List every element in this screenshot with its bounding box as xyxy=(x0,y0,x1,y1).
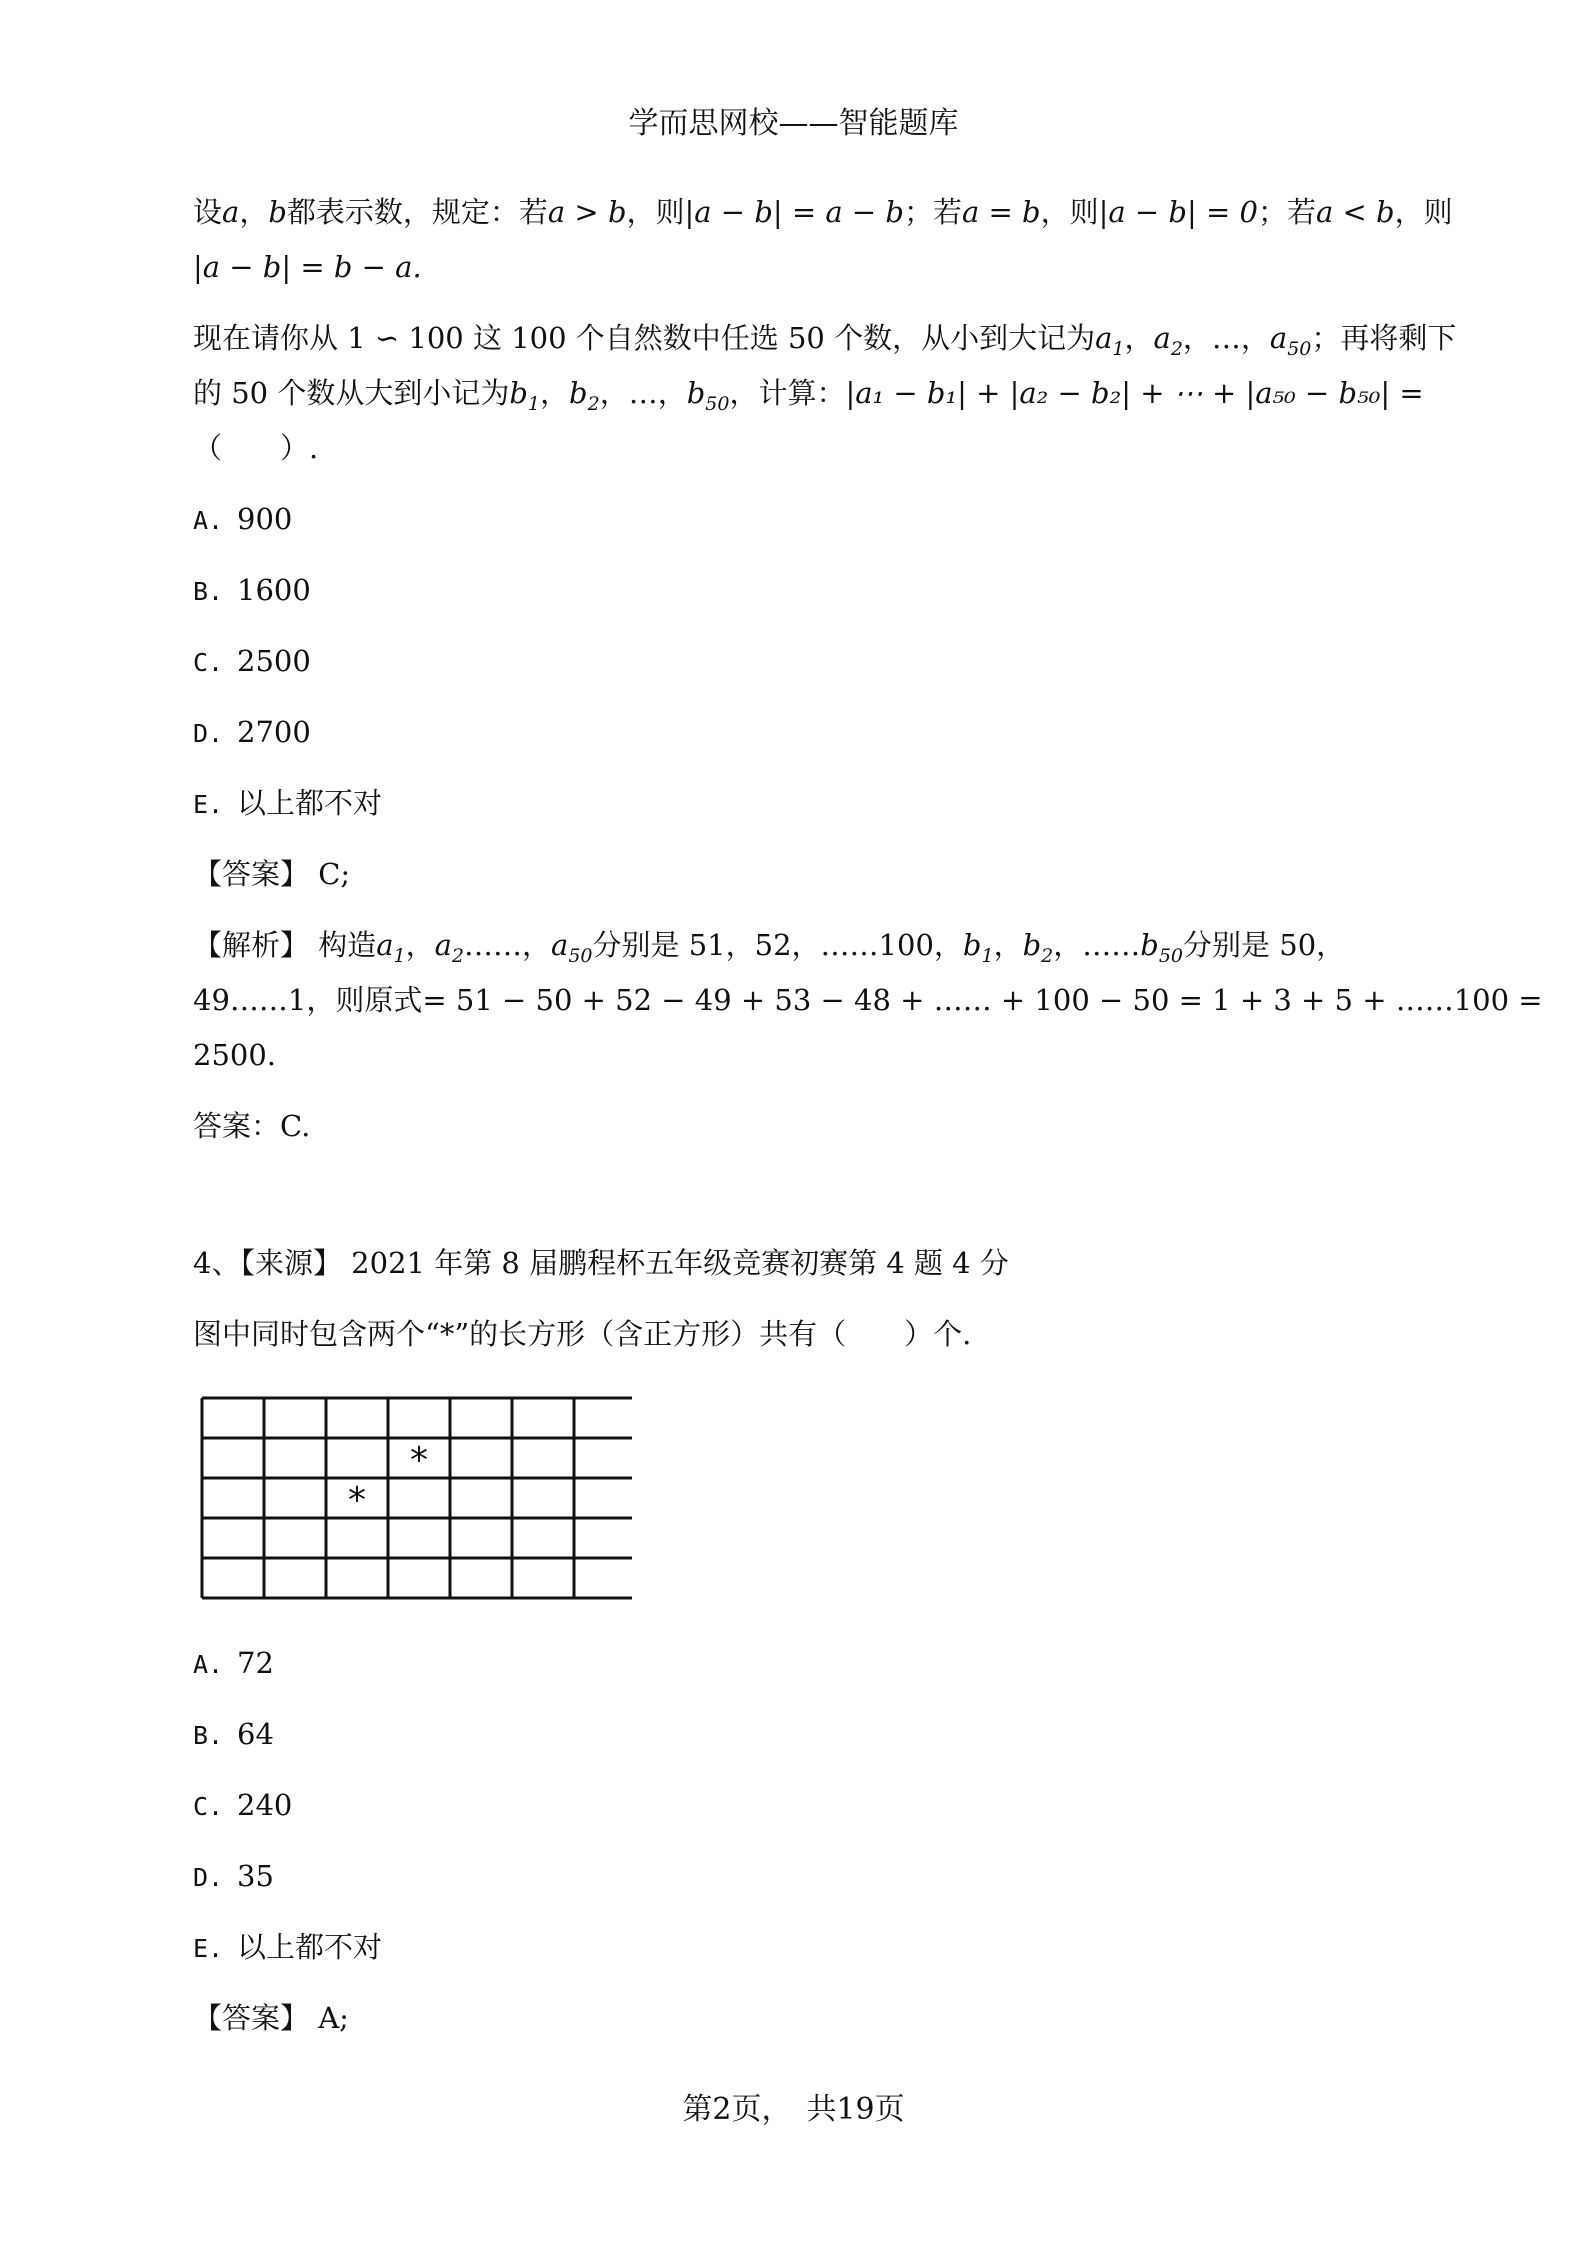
q3-analysis-line3: 2500. xyxy=(193,1038,277,1072)
q3-def-line2-expr: |a − b| = b − a. xyxy=(193,250,422,284)
q3-stem2-text-c: ，…， xyxy=(599,376,687,410)
q3-option-c xyxy=(193,641,311,683)
q4-title: 4、【来源】 2021 年第 8 届鹏程杯五年级竞赛初赛第 4 题 4 分 xyxy=(193,1246,1009,1280)
q3-def-text-g: ；若 xyxy=(1257,195,1316,229)
q3-def-text-e: ；若 xyxy=(904,195,963,229)
q3-def-text-c: 都表示数，规定：若 xyxy=(286,195,548,229)
q4-option-a xyxy=(193,1643,274,1685)
q4-option-c-text: 240 xyxy=(237,1788,293,1822)
q3-option-a-text: 900 xyxy=(237,502,293,536)
q3-analysis-a1: $a_1$ xyxy=(376,928,406,967)
q3-option-b xyxy=(193,570,311,612)
q3-stem-line3: （ ）. xyxy=(193,431,319,465)
q4-option-d-text: 35 xyxy=(237,1859,274,1893)
q3-expr-a-lt-b: a < b xyxy=(1315,195,1395,229)
q3-option-a-letter: A. xyxy=(193,506,224,535)
q3-final-answer: 答案：C. xyxy=(193,1109,311,1143)
q3-stem1-text-a: 现在请你从 1 ∽ 100 这 100 个自然数中任选 50 个数，从小到大记为 xyxy=(193,321,1096,355)
page-footer-number: 第2页， 共19页 xyxy=(682,2092,905,2127)
q3-analysis1-text-a: 【解析】 构造 xyxy=(193,928,377,962)
q4-option-c-letter: C. xyxy=(193,1792,224,1821)
q3-analysis-line2: 49……1，则原式= 51 − 50 + 52 − 49 + 53 − 48 + …… + 100 − 50 = 1 + 3 + 5 + ……100 = xyxy=(193,983,1543,1017)
q3-analysis1-text-d: 分别是 51，52，……100， xyxy=(592,928,963,962)
page-header-title: 学而思网校——智能题库 xyxy=(628,106,959,141)
q3-analysis-a2: $a_2$ xyxy=(434,928,465,967)
q4-option-c xyxy=(193,1785,292,1827)
q3-b1: $b_1$ xyxy=(509,376,541,415)
q4-option-a-text: 72 xyxy=(237,1646,274,1680)
q3-option-b-letter: B. xyxy=(193,577,224,606)
q4-option-b xyxy=(193,1714,274,1756)
q3-option-a xyxy=(193,499,292,541)
q3-b50: $b_{50}$ xyxy=(686,376,730,415)
q3-def-text-h: ，则 xyxy=(1394,195,1453,229)
q4-option-e xyxy=(193,1927,382,1969)
q3-option-e-letter: E. xyxy=(193,790,224,819)
q4-option-d-letter: D. xyxy=(193,1863,224,1892)
q3-analysis1-text-c: ……， xyxy=(464,928,552,962)
grid-star-1: * xyxy=(410,1440,428,1481)
q3-stem2-text-b: ， xyxy=(540,376,570,410)
q3-option-d-text: 2700 xyxy=(237,715,311,749)
q3-expr-a-gt-b: a > b xyxy=(547,195,627,229)
q3-option-c-letter: C. xyxy=(193,648,224,677)
q3-def-text-d: ，则 xyxy=(626,195,685,229)
q3-sum-expression: |a₁ − b₁| + |a₂ − b₂| + ⋯ + |a₅₀ − b₅₀| = xyxy=(845,376,1424,410)
q3-option-e-text: 以上都不对 xyxy=(237,786,383,820)
q4-answer: 【答案】 A; xyxy=(193,2001,349,2035)
q4-option-d xyxy=(193,1856,274,1898)
q3-answer: 【答案】 C; xyxy=(193,857,351,891)
q3-option-d-letter: D. xyxy=(193,719,224,748)
q3-analysis-line1 xyxy=(193,925,1345,976)
q3-stem2-text-a: 的 50 个数从大到小记为 xyxy=(193,376,510,410)
q3-b2: $b_2$ xyxy=(569,376,600,415)
q3-option-c-text: 2500 xyxy=(237,644,311,678)
q3-option-b-text: 1600 xyxy=(237,573,311,607)
q3-definition-line2 xyxy=(193,247,422,287)
q3-a2: $a_2$ xyxy=(1153,321,1183,360)
q3-option-d xyxy=(193,712,311,754)
q3-expr-abs-eq0: |a − b| = 0 xyxy=(1098,195,1258,229)
q3-stem2-text-d: ，计算： xyxy=(729,376,846,410)
q3-var-b: b xyxy=(268,195,287,229)
q3-expr-abs-eq1: |a − b| = a − b xyxy=(684,195,904,229)
q3-a1: $a_1$ xyxy=(1095,321,1125,360)
q3-var-a: a xyxy=(222,195,240,229)
q4-option-a-letter: A. xyxy=(193,1650,224,1679)
q4-option-b-text: 64 xyxy=(237,1717,274,1751)
q3-stem1-text-d: ；再将剩下 xyxy=(1311,321,1457,355)
q3-def-text-b: ， xyxy=(239,195,269,229)
q3-a50: $a_{50}$ xyxy=(1269,321,1312,360)
q3-analysis1-text-e: ， xyxy=(993,928,1023,962)
q3-option-e xyxy=(193,783,382,825)
q3-analysis-b1: $b_1$ xyxy=(962,928,994,967)
q3-analysis-b50: $b_{50}$ xyxy=(1140,928,1184,967)
grid-star-2: * xyxy=(348,1480,366,1521)
q3-stem1-text-c: ，…， xyxy=(1182,321,1270,355)
q3-stem1-text-b: ， xyxy=(1124,321,1154,355)
q3-expr-a-eq-b: a = b xyxy=(962,195,1041,229)
q3-def-text-a: 设 xyxy=(193,195,223,229)
q4-grid-figure xyxy=(200,1396,632,1602)
q4-option-e-letter: E. xyxy=(193,1934,224,1963)
q3-analysis1-text-g: 分别是 50， xyxy=(1183,928,1346,962)
q3-analysis-a50: $a_{50}$ xyxy=(551,928,593,967)
q4-option-b-letter: B. xyxy=(193,1721,224,1750)
q3-analysis-b2: $b_2$ xyxy=(1022,928,1054,967)
q3-analysis1-text-b: ， xyxy=(405,928,435,962)
q4-option-e-text: 以上都不对 xyxy=(237,1930,383,1964)
q3-analysis1-text-f: ，…… xyxy=(1053,928,1141,962)
q3-def-text-f: ，则 xyxy=(1040,195,1099,229)
q3-definition-line1 xyxy=(193,192,1453,232)
q3-stem-line2 xyxy=(193,373,1424,424)
q4-stem: 图中同时包含两个“*”的长方形（含正方形）共有（ ）个. xyxy=(193,1317,972,1351)
q3-stem-line1 xyxy=(193,318,1456,369)
